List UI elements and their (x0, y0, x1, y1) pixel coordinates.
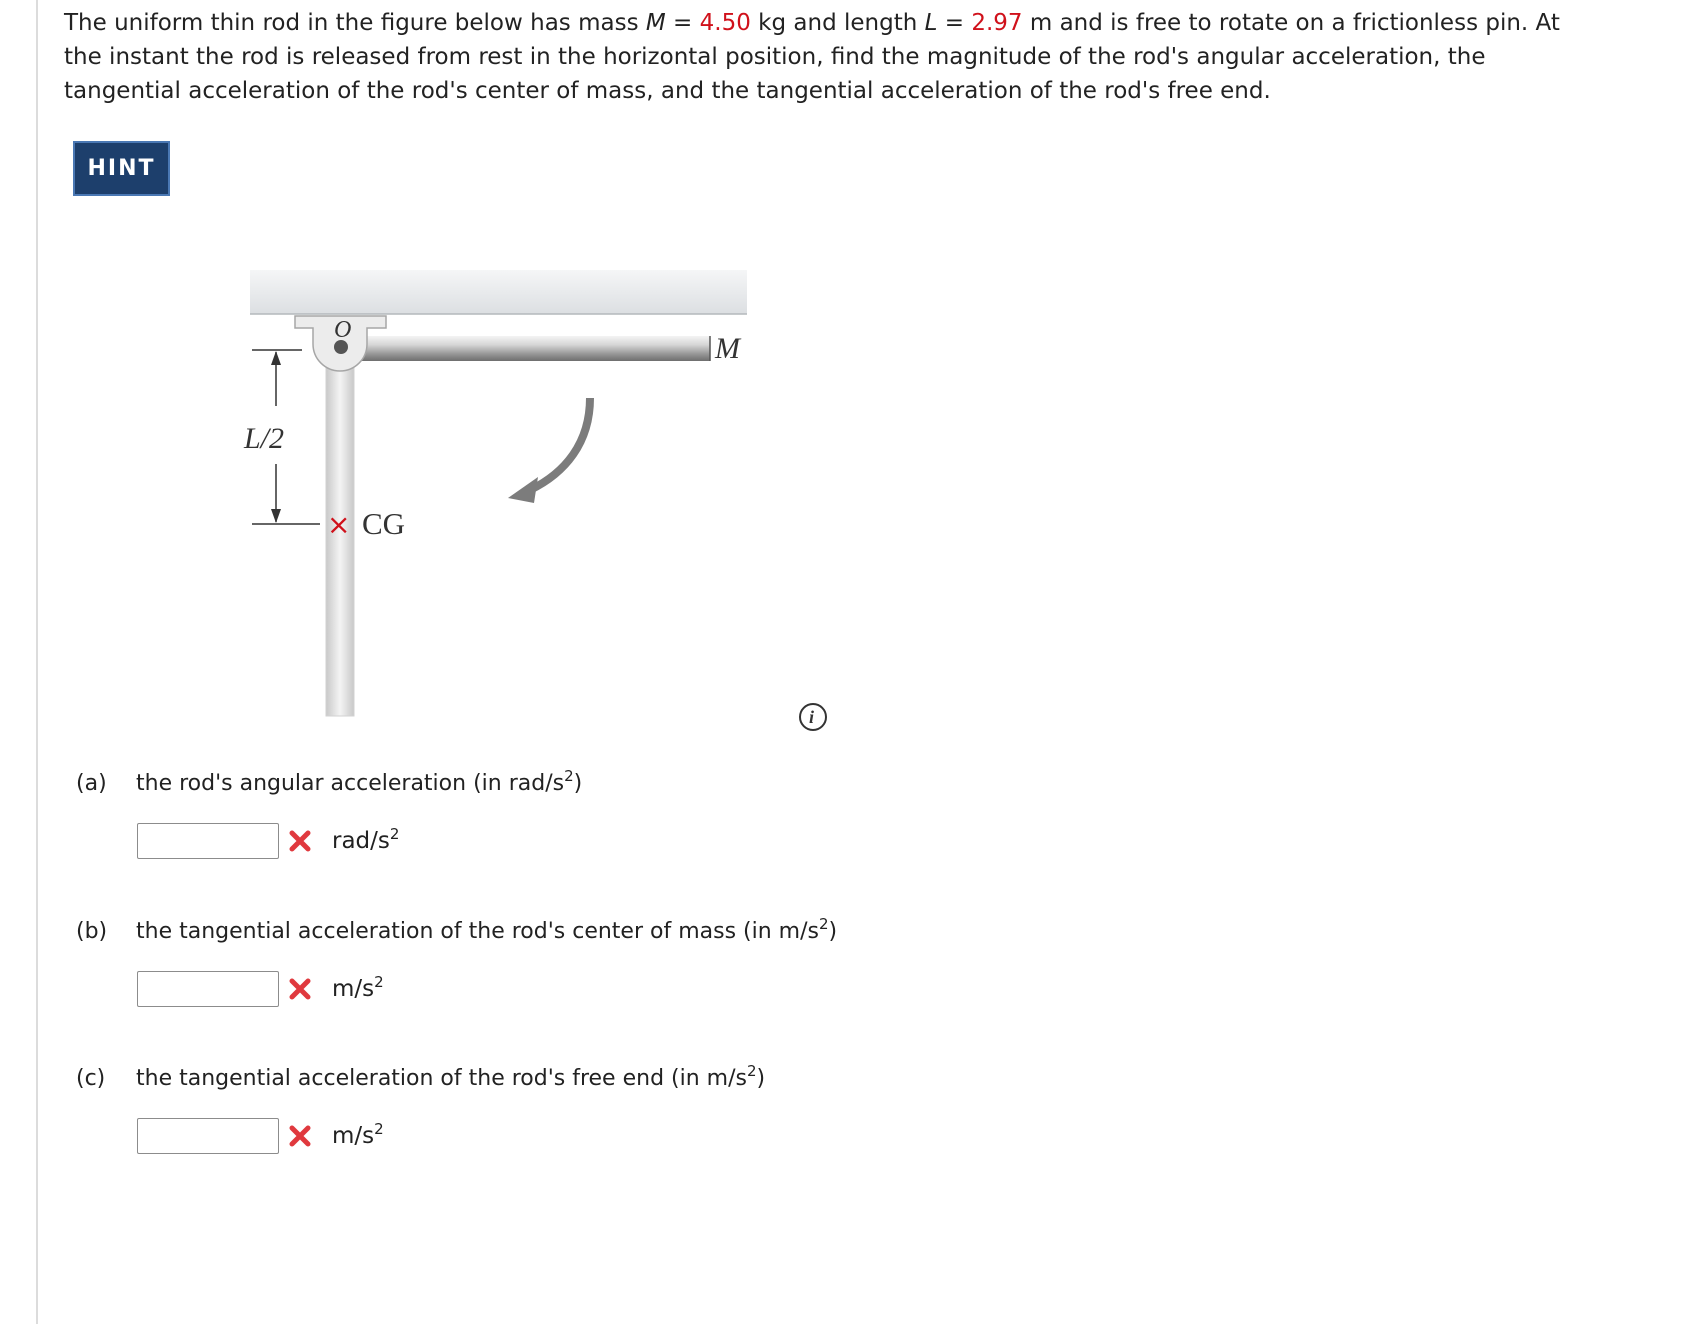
x-mark-icon (288, 977, 312, 1001)
length-variable: L (924, 10, 938, 36)
mass-label: M (715, 332, 740, 365)
x-mark-icon (288, 829, 312, 853)
part-letter: (c) (76, 1066, 106, 1091)
part-question-text: the rod's angular acceleration (in rad/$s^2$) (136, 767, 583, 796)
answer-row (137, 823, 399, 859)
mass-value: 4.50 (699, 10, 751, 36)
part-letter: (b) (76, 919, 108, 944)
part-b (76, 915, 838, 1002)
hint-button[interactable]: HINT (73, 141, 170, 196)
answer-row (137, 1118, 384, 1154)
answer-input-b[interactable] (137, 971, 279, 1007)
answer-input-a[interactable] (137, 823, 279, 859)
answer-row (137, 971, 384, 1007)
rod-figure (240, 258, 760, 728)
part-letter: (a) (76, 771, 107, 796)
part-c-question (76, 1062, 766, 1091)
part-b-question (76, 915, 838, 944)
cg-marker: × (327, 508, 351, 541)
half-length-label: L/2 (244, 422, 285, 455)
svg-text:i: i (809, 707, 815, 727)
part-a (76, 767, 583, 854)
length-value: 2.97 (971, 10, 1023, 36)
unit-label: $m/s^2$ (332, 1120, 384, 1149)
x-mark-icon (288, 1124, 312, 1148)
horizontal-rod (352, 336, 710, 361)
pivot-label: O (334, 317, 352, 343)
mass-variable: M (645, 10, 666, 36)
part-question-text: the tangential acceleration of the rod's free end (in $m/s^2$) (136, 1062, 766, 1091)
curved-arrow-icon (530, 398, 590, 490)
dimension-arrow-up (271, 351, 281, 365)
dimension-arrow-down (271, 509, 281, 523)
part-question-text: the tangential acceleration of the rod's center of mass (in $m/s^2$) (136, 915, 838, 944)
info-icon[interactable] (798, 702, 828, 732)
unit-label: rad/$s^2$ (332, 825, 400, 854)
unit-label: $m/s^2$ (332, 973, 384, 1002)
problem-statement: The uniform thin rod in the figure below has mass M = 4.50 kg and length L = 2.97 m and is free to rotate on a frictionless pin. At the instant the rod is released from rest in the horizontal position, find the magnitude of the rod's angular acceleration, the tangential acceleration of the rod's center of mass, and the tangential acceleration of the rod's free end. (64, 10, 1560, 104)
answer-input-c[interactable] (137, 1118, 279, 1154)
left-border (36, 0, 38, 1324)
part-c (76, 1062, 766, 1149)
ceiling-support (250, 270, 747, 314)
cg-label: CG (362, 506, 406, 541)
part-a-question (76, 767, 583, 796)
